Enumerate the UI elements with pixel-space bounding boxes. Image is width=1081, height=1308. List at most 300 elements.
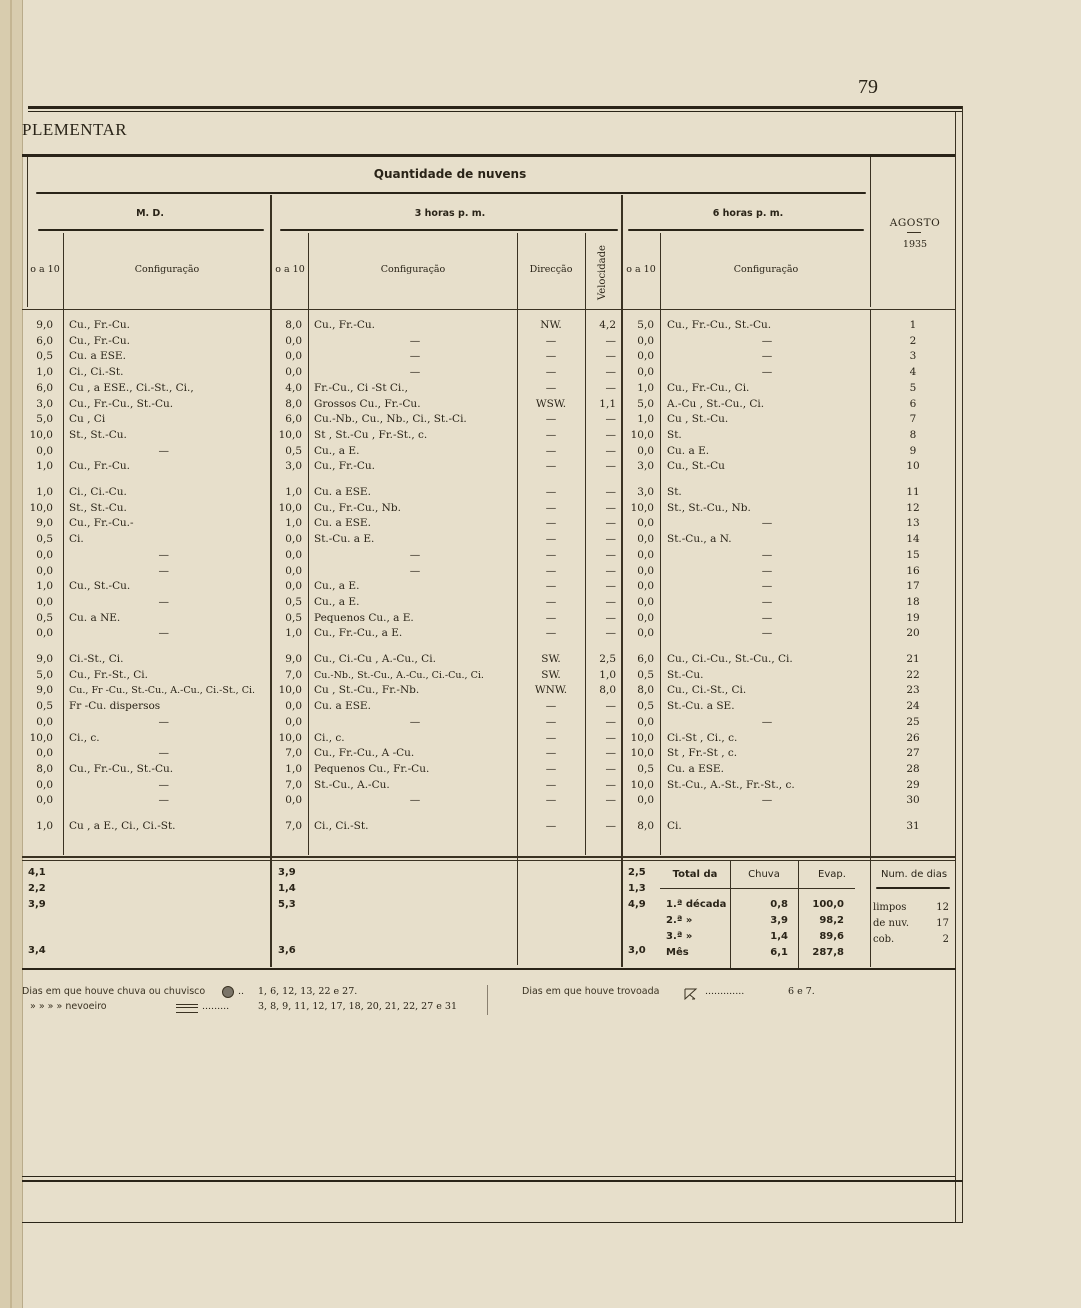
fog-symbol-icon <box>176 1004 198 1013</box>
cell-p3-q: 0,0 <box>285 533 302 546</box>
period-label: 3.ª » <box>666 931 693 942</box>
cell-p6-c: Ci.-St , Ci., c. <box>667 731 738 744</box>
cell-p6-q: 0,0 <box>637 366 654 379</box>
cell-p6-c: — <box>761 627 773 640</box>
footnote-trovoada-days: 6 e 7. <box>788 986 815 997</box>
cell-day: 2 <box>909 334 917 347</box>
cell-p3-q: 1,0 <box>285 627 302 640</box>
cell-md-q: 1,0 <box>36 580 53 593</box>
group-3pm: 3 horas p. m. <box>414 208 486 219</box>
cell-dir: — <box>545 747 557 760</box>
cell-vel: — <box>605 444 616 457</box>
cell-md-q: 1,0 <box>36 820 53 832</box>
cell-p6-c: — <box>761 548 773 561</box>
cell-md-c: — <box>158 747 169 760</box>
cell-day: 29 <box>906 778 920 791</box>
cell-md-c: Cu., Fr.-Cu., St.-Cu. <box>69 762 174 775</box>
cell-p3-c: Pequenos Cu., a E. <box>314 611 414 624</box>
cell-vel: — <box>605 778 616 791</box>
cell-p6-q: 0,0 <box>637 580 654 593</box>
cell-p3-q: 7,0 <box>285 668 302 681</box>
cell-day: 31 <box>906 820 920 832</box>
cell-md-q: 9,0 <box>36 684 53 697</box>
cell-p6-c: — <box>761 564 773 577</box>
cell-vel: — <box>605 533 616 546</box>
cell-p3-q: 7,0 <box>285 820 302 832</box>
cell-p6-c: — <box>761 611 773 624</box>
cell-dir: — <box>545 715 557 728</box>
page-number: 79 <box>858 76 878 98</box>
cell-md-c: Cu , a ESE., Ci.-St., Ci., <box>69 381 194 394</box>
cell-md-q: 3,0 <box>36 397 53 410</box>
cell-md-q: 10,0 <box>29 428 53 441</box>
summary-md-value: 2,2 <box>28 883 46 894</box>
p6-scale-header: o a 10 <box>626 264 656 275</box>
cell-dir: — <box>545 486 557 498</box>
cell-day: 24 <box>906 700 920 713</box>
cell-p3-q: 4,0 <box>285 381 302 394</box>
cell-p3-q: 0,0 <box>285 366 302 379</box>
cell-p3-q: 3,0 <box>285 460 302 473</box>
cell-day: 16 <box>906 564 920 577</box>
cell-day: 26 <box>906 731 920 744</box>
cell-vel: — <box>605 564 616 577</box>
title-swash <box>36 192 866 194</box>
cell-p3-q: 9,0 <box>285 653 302 665</box>
cell-day: 4 <box>909 366 917 379</box>
cell-md-q: 0,0 <box>36 564 53 577</box>
cell-p6-c: St. <box>667 486 682 498</box>
summary-3pm-value: 1,4 <box>278 883 296 894</box>
cell-vel: — <box>605 413 616 426</box>
cell-p3-c: Cu., a E. <box>314 595 360 608</box>
md-scale-header: o a 10 <box>30 264 60 275</box>
dias-label: cob. <box>873 934 895 945</box>
cell-p6-c: Cu., St.-Cu <box>667 460 725 473</box>
cell-vel: — <box>605 381 616 394</box>
cell-vel: — <box>605 517 616 530</box>
summary-6pm-value: 1,3 <box>628 883 646 894</box>
cell-p6-q: 0,5 <box>637 700 654 713</box>
evap-value: 98,2 <box>819 915 844 926</box>
cell-md-c: — <box>158 794 169 807</box>
cell-md-q: 0,0 <box>36 794 53 807</box>
cell-dir: — <box>545 794 557 807</box>
evap-value: 100,0 <box>812 899 844 910</box>
cell-p3-q: 7,0 <box>285 778 302 791</box>
cell-p6-q: 0,0 <box>637 595 654 608</box>
p3-config-header: Configuração <box>380 264 446 275</box>
cell-md-c: Cu., Fr.-Cu. <box>69 334 130 347</box>
frame-right <box>955 112 956 1222</box>
cell-day: 22 <box>906 668 920 681</box>
cell-p3-c: Ci., Ci.-St. <box>314 820 369 832</box>
cell-p3-c: Cu.-Nb., Cu., Nb., Ci., St.-Ci. <box>314 413 467 426</box>
cell-vel: — <box>605 366 616 379</box>
cell-p3-c: Cu , St.-Cu., Fr.-Nb. <box>314 684 420 697</box>
cell-dir: SW. <box>541 668 561 681</box>
cell-p3-c: — <box>409 366 421 379</box>
month-underline <box>907 232 921 233</box>
cell-p3-c: Cu., Fr.-Cu., Nb. <box>314 501 401 514</box>
cell-dir: — <box>545 731 557 744</box>
footnote-divider <box>487 985 488 1015</box>
cell-md-c: — <box>158 548 169 561</box>
cell-md-q: 1,0 <box>36 366 53 379</box>
cell-p6-c: St.-Cu., a N. <box>667 533 732 546</box>
swash-6pm <box>628 229 864 231</box>
summary-6pm-value: 3,0 <box>628 945 646 956</box>
cell-dir: — <box>545 381 557 394</box>
cell-md-c: Cu , Ci <box>69 413 106 426</box>
cell-p3-c: Cu. a ESE. <box>314 517 371 530</box>
footnote-chuva-days: 1, 6, 12, 13, 22 e 27. <box>258 986 358 997</box>
cell-p6-q: 5,0 <box>637 319 654 331</box>
cell-p3-c: Cu.-Nb., St.-Cu., A.-Cu., Ci.-Cu., Ci. <box>314 669 484 681</box>
cell-p6-q: 3,0 <box>637 486 654 498</box>
summary-md-value: 3,9 <box>28 899 46 910</box>
cell-p3-c: Ci., c. <box>314 731 345 744</box>
cell-dir: — <box>545 564 557 577</box>
cell-p3-q: 0,5 <box>285 444 302 457</box>
cell-p6-q: 8,0 <box>637 684 654 697</box>
cell-day: 20 <box>906 627 920 640</box>
cell-md-c: Cu., Fr.-Cu. <box>69 319 130 331</box>
cell-md-q: 10,0 <box>29 731 53 744</box>
cell-md-q: 0,0 <box>36 548 53 561</box>
cell-md-q: 5,0 <box>36 413 53 426</box>
cell-vel: — <box>605 747 616 760</box>
cell-p6-c: Cu., Fr.-Cu., Ci. <box>667 381 750 394</box>
cell-md-q: 10,0 <box>29 501 53 514</box>
evap-value: 287,8 <box>812 947 844 958</box>
cell-p6-q: 8,0 <box>637 820 654 832</box>
cell-p3-c: Pequenos Cu., Fr.-Cu. <box>314 762 430 775</box>
cell-day: 10 <box>906 460 920 473</box>
cell-dir: — <box>545 413 557 426</box>
summary-md-value: 4,1 <box>28 867 46 878</box>
cell-day: 18 <box>906 595 920 608</box>
cell-md-c: — <box>158 564 169 577</box>
chuva-value: 6,1 <box>770 947 788 958</box>
cell-p3-q: 0,0 <box>285 334 302 347</box>
cell-md-q: 6,0 <box>36 381 53 394</box>
cell-md-c: Ci., Ci.-Cu. <box>69 486 127 498</box>
dias-value: 17 <box>936 918 949 929</box>
cell-md-c: — <box>158 444 169 457</box>
spine-edge <box>10 0 12 1308</box>
cell-p6-c: — <box>761 794 773 807</box>
footnote-chuva-dots: .. <box>238 986 245 997</box>
velocity-header: Velocidade <box>597 245 608 300</box>
cell-p3-c: Cu., Ci.-Cu , A.-Cu., Ci. <box>314 653 436 665</box>
cell-md-q: 0,0 <box>36 778 53 791</box>
cell-p3-q: 0,5 <box>285 595 302 608</box>
cell-p6-q: 6,0 <box>637 653 654 665</box>
cell-dir: NW. <box>540 319 562 331</box>
cell-day: 7 <box>909 413 917 426</box>
page-title: PLEMENTAR <box>22 120 128 139</box>
cell-p6-q: 3,0 <box>637 460 654 473</box>
top-rule-thin <box>28 111 963 112</box>
frame-bottom <box>22 1176 955 1177</box>
cell-day: 19 <box>906 611 920 624</box>
cell-dir: WNW. <box>534 684 568 697</box>
cell-p3-c: Cu., Fr.-Cu. <box>314 460 375 473</box>
cell-p3-q: 8,0 <box>285 397 302 410</box>
cell-md-q: 0,5 <box>36 350 53 363</box>
cell-p3-c: Cu., Fr.-Cu. <box>314 319 375 331</box>
frame-right-outer <box>962 106 963 1222</box>
cell-day: 13 <box>906 517 920 530</box>
dias-value: 2 <box>942 934 949 945</box>
cell-vel: — <box>605 428 616 441</box>
cell-p3-q: 10,0 <box>278 684 302 697</box>
cell-vel: 4,2 <box>599 319 616 331</box>
cell-day: 30 <box>906 794 920 807</box>
header-bottom-rule <box>22 309 956 310</box>
cell-p3-q: 10,0 <box>278 501 302 514</box>
cell-dir: — <box>545 444 557 457</box>
group-6pm: 6 horas p. m. <box>712 208 784 219</box>
cell-md-c: Cu., Fr.-Cu., St.-Cu. <box>69 397 174 410</box>
month-label: AGOSTO <box>889 217 941 229</box>
cell-p3-q: 0,0 <box>285 794 302 807</box>
cell-day: 15 <box>906 548 920 561</box>
cell-p3-q: 0,0 <box>285 715 302 728</box>
p3-scale-header: o a 10 <box>275 264 305 275</box>
cell-md-c: Ci., c. <box>69 731 100 744</box>
cell-p6-c: — <box>761 580 773 593</box>
cell-dir: — <box>545 820 557 832</box>
cell-md-q: 1,0 <box>36 460 53 473</box>
summary-3pm-value: 3,9 <box>278 867 296 878</box>
summary-3pm-value: 5,3 <box>278 899 296 910</box>
cell-md-c: Ci., Ci.-St. <box>69 366 124 379</box>
cell-p3-c: Fr.-Cu., Ci -St Ci., <box>314 381 408 394</box>
direction-header: Direcção <box>529 264 573 275</box>
cell-p6-q: 5,0 <box>637 397 654 410</box>
cell-p3-q: 0,0 <box>285 350 302 363</box>
cell-day: 5 <box>909 381 917 394</box>
cell-p6-c: Cu. a E. <box>667 444 710 457</box>
cell-md-c: Cu. a NE. <box>69 611 121 624</box>
cell-p3-q: 0,0 <box>285 564 302 577</box>
cell-md-q: 0,5 <box>36 611 53 624</box>
cell-dir: — <box>545 548 557 561</box>
cell-p3-q: 1,0 <box>285 517 302 530</box>
cell-p3-c: — <box>409 350 421 363</box>
cell-p3-c: Cu., a E. <box>314 444 360 457</box>
cell-md-c: — <box>158 778 169 791</box>
total-label: Total da <box>672 869 718 880</box>
footnote-trovoada-dots: ............. <box>705 986 745 997</box>
cell-p6-q: 0,0 <box>637 564 654 577</box>
divider-md <box>63 233 64 855</box>
frame-top <box>22 154 955 157</box>
cell-p3-c: St , St.-Cu , Fr.-St., c. <box>314 428 428 441</box>
cell-day: 23 <box>906 684 920 697</box>
cell-md-q: 9,0 <box>36 517 53 530</box>
cell-p6-q: 10,0 <box>630 428 654 441</box>
cell-p6-c: St , Fr.-St , c. <box>667 747 738 760</box>
period-label: Mês <box>666 947 689 958</box>
p6-config-header: Configuração <box>733 264 799 275</box>
cell-md-c: Cu., Fr.-St., Ci. <box>69 668 149 681</box>
cell-vel: — <box>605 715 616 728</box>
period-label: 2.ª » <box>666 915 693 926</box>
thunder-symbol-icon <box>684 985 698 997</box>
cell-vel: 2,5 <box>599 653 616 665</box>
cell-day: 28 <box>906 762 920 775</box>
evap-label: Evap. <box>818 869 846 880</box>
cell-p3-c: Cu., Fr.-Cu., a E. <box>314 627 403 640</box>
chuva-value: 3,9 <box>770 915 788 926</box>
period-label: 1.ª década <box>666 899 727 910</box>
cell-md-q: 6,0 <box>36 334 53 347</box>
cell-p3-c: — <box>409 564 421 577</box>
cell-dir: — <box>545 334 557 347</box>
cell-day: 11 <box>906 486 920 498</box>
cell-p3-q: 0,0 <box>285 548 302 561</box>
divider-chuva <box>730 861 731 968</box>
cell-p3-c: — <box>409 715 421 728</box>
cell-day: 27 <box>906 747 920 760</box>
cell-md-c: — <box>158 595 169 608</box>
cell-md-c: St., St.-Cu. <box>69 428 127 441</box>
cell-dir: — <box>545 366 557 379</box>
cell-day: 8 <box>909 428 917 441</box>
cell-p6-c: St. <box>667 428 682 441</box>
cell-p6-q: 0,0 <box>637 517 654 530</box>
cell-p3-q: 1,0 <box>285 486 302 498</box>
cell-p6-q: 0,0 <box>637 794 654 807</box>
cell-md-c: Cu., Fr.-Cu.- <box>69 517 134 530</box>
cell-dir: — <box>545 580 557 593</box>
cell-p6-q: 0,0 <box>637 611 654 624</box>
cell-day: 9 <box>909 444 917 457</box>
cell-dir: — <box>545 428 557 441</box>
top-rule <box>28 106 963 109</box>
frame-left <box>27 157 28 307</box>
cell-p3-c: Grossos Cu., Fr.-Cu. <box>314 397 421 410</box>
dias-label: de nuv. <box>873 918 910 929</box>
cell-dir: WSW. <box>535 397 567 410</box>
cell-dir: SW. <box>541 653 561 665</box>
divider-evap <box>798 861 799 968</box>
cell-p6-c: — <box>761 715 773 728</box>
dias-value: 12 <box>936 902 949 913</box>
swash-3pm <box>280 229 618 231</box>
summary-top-rule-thin <box>22 860 956 861</box>
cell-md-q: 0,0 <box>36 715 53 728</box>
cell-vel: 1,0 <box>599 668 616 681</box>
cell-p6-c: A.-Cu , St.-Cu., Ci. <box>667 397 765 410</box>
cell-dir: — <box>545 627 557 640</box>
cell-vel: — <box>605 580 616 593</box>
chuva-label: Chuva <box>748 869 780 880</box>
cell-p6-c: St.-Cu. <box>667 668 704 681</box>
cell-p6-c: St.-Cu. a SE. <box>667 700 735 713</box>
cell-vel: — <box>605 611 616 624</box>
cell-day: 14 <box>906 533 920 546</box>
cell-dir: — <box>545 533 557 546</box>
cell-md-q: 0,0 <box>36 595 53 608</box>
cell-dir: — <box>545 517 557 530</box>
cell-p6-q: 0,0 <box>637 444 654 457</box>
cell-md-q: 9,0 <box>36 653 53 665</box>
rain-symbol-icon <box>222 986 234 998</box>
footnote-nevoeiro-dots: ......... <box>202 1001 230 1012</box>
cell-p6-q: 10,0 <box>630 731 654 744</box>
cell-md-q: 1,0 <box>36 486 53 498</box>
cell-p6-q: 0,0 <box>637 533 654 546</box>
cell-md-q: 8,0 <box>36 762 53 775</box>
cell-md-c: Cu., Fr -Cu., St.-Cu., A.-Cu., Ci.-St., Ci. <box>69 685 256 697</box>
cell-vel: — <box>605 700 616 713</box>
frame-bottom-2 <box>22 1222 963 1223</box>
cell-p6-c: Cu., Ci.-St., Ci. <box>667 684 747 697</box>
cell-md-q: 5,0 <box>36 668 53 681</box>
footnote-nevoeiro-label: » » » » nevoeiro <box>30 1001 107 1012</box>
cell-md-c: Fr -Cu. dispersos <box>69 700 161 713</box>
cell-md-c: Ci.-St., Ci. <box>69 653 124 665</box>
cell-day: 12 <box>906 501 920 514</box>
cell-day: 3 <box>909 350 917 363</box>
summary-6pm-value: 2,5 <box>628 867 646 878</box>
cell-p6-c: — <box>761 334 773 347</box>
num-dias-swash <box>876 887 950 889</box>
cell-p6-q: 1,0 <box>637 413 654 426</box>
cell-p3-q: 0,0 <box>285 580 302 593</box>
cell-p6-q: 10,0 <box>630 747 654 760</box>
cell-md-q: 0,0 <box>36 444 53 457</box>
cell-p6-q: 0,0 <box>637 715 654 728</box>
frame-bottom-outer <box>22 1180 963 1182</box>
cell-vel: — <box>605 350 616 363</box>
swash-md <box>38 229 264 231</box>
cell-p6-c: St., St.-Cu., Nb. <box>667 501 751 514</box>
cell-p6-c: Cu., Fr.-Cu., St.-Cu. <box>667 319 772 331</box>
cell-p6-q: 10,0 <box>630 778 654 791</box>
cell-p6-q: 0,0 <box>637 350 654 363</box>
cell-p3-c: St.-Cu. a E. <box>314 533 375 546</box>
cell-day: 21 <box>906 653 920 665</box>
table-title: Quantidade de nuvens <box>373 167 527 181</box>
cell-p6-q: 10,0 <box>630 501 654 514</box>
divider-3pm-scale <box>308 233 309 855</box>
cell-day: 17 <box>906 580 920 593</box>
cell-md-q: 9,0 <box>36 319 53 331</box>
summary-bottom-rule <box>22 968 956 970</box>
cell-md-c: Cu , a E., Ci., Ci.-St. <box>69 820 176 832</box>
cell-p3-q: 7,0 <box>285 747 302 760</box>
cell-p6-c: St.-Cu., A.-St., Fr.-St., c. <box>667 778 795 791</box>
cell-p3-c: — <box>409 548 421 561</box>
cell-md-c: — <box>158 715 169 728</box>
cell-p3-q: 6,0 <box>285 413 302 426</box>
cell-p3-c: — <box>409 334 421 347</box>
cell-vel: — <box>605 501 616 514</box>
cell-vel: — <box>605 627 616 640</box>
divider-6pm-scale <box>660 233 661 855</box>
cell-vel: 8,0 <box>599 684 616 697</box>
cell-p6-q: 0,0 <box>637 627 654 640</box>
cell-day: 1 <box>909 319 917 331</box>
num-dias-label: Num. de dias <box>880 869 948 880</box>
cell-p6-c: — <box>761 366 773 379</box>
cell-p3-c: Cu., Fr.-Cu., A -Cu. <box>314 747 415 760</box>
